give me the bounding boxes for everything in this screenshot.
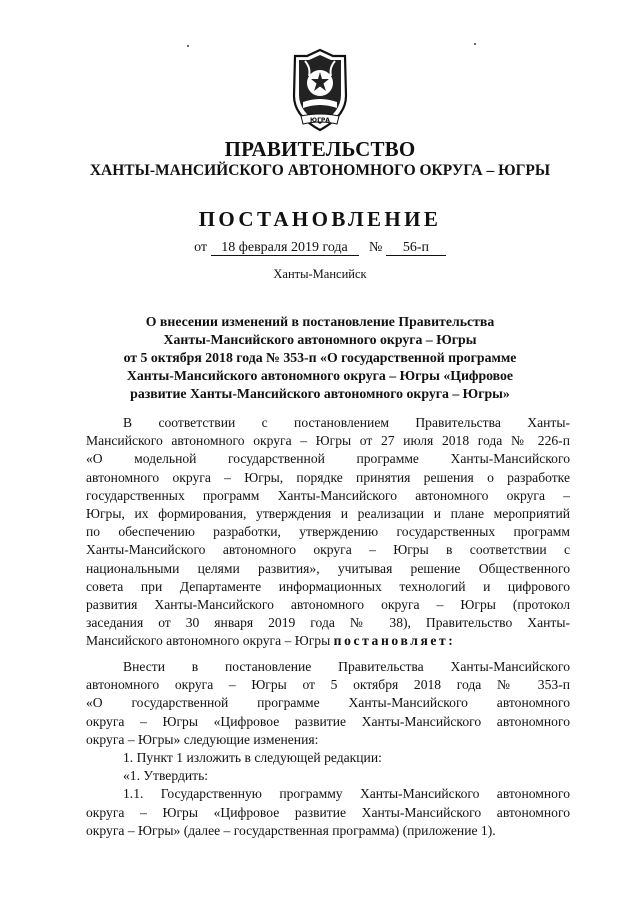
scan-speck xyxy=(187,45,189,47)
city: Ханты-Мансийск xyxy=(273,267,367,281)
item-1-1-line: округа – Югры «Цифровое развитие Ханты-Мансийского автономного xyxy=(86,804,570,820)
text-line: Внести в постановление Правительства Ханты-Мансийского xyxy=(123,659,570,674)
item-1-quote: «1. Утвердить: xyxy=(123,768,209,784)
item-1: 1. Пункт 1 изложить в следующей редакции: xyxy=(123,749,382,765)
text-line-final xyxy=(86,632,570,650)
document-subject xyxy=(80,313,560,403)
subject-line: от 5 октября 2018 года № 353-п «О государственной программе xyxy=(123,350,517,365)
coat-of-arms-icon xyxy=(289,46,351,134)
date-prefix: от xyxy=(194,240,208,255)
text-line: «О модельной государственной программе Ханты-Мансийского xyxy=(86,451,570,467)
date-number-line xyxy=(0,240,640,256)
subject-line: Ханты-Мансийского автономного округа – Югры «Цифровое xyxy=(126,368,514,383)
text-line: заседания от 30 января 2019 года № 38), Правительство Ханты- xyxy=(86,615,570,631)
text-line: автономного округа – Югры от 5 октября 2018 года № 353-п xyxy=(86,677,570,693)
text-line: совета при Департаменте информационных технологий и цифрового xyxy=(86,578,570,594)
text-line: Ханты-Мансийского автономного округа – Югры в соответствии с xyxy=(86,542,570,558)
document-type: ПОСТАНОВЛЕНИЕ xyxy=(198,207,442,231)
subject-line: развитие Ханты-Мансийского автономного округа – Югры» xyxy=(130,386,510,401)
text-line: развития Ханты-Мансийского автономного округа – Югры (протокол xyxy=(86,596,570,612)
subject-line: Ханты-Мансийского автономного округа – Югры xyxy=(163,332,477,347)
text-line: национальными целями развития», учитывая решение Общественного xyxy=(86,560,570,576)
number-prefix: № xyxy=(369,240,383,255)
item-1-1-line: округа – Югры» (далее – государственная программа) (приложение 1). xyxy=(86,822,496,838)
text-line: В соответствии с постановлением Правительства Ханты- xyxy=(123,415,570,430)
region-title: ХАНТЫ-МАНСИЙСКОГО АВТОНОМНОГО ОКРУГА – ЮГРЫ xyxy=(89,162,551,179)
text-line: «О государственной программе Ханты-Мансийского автономного xyxy=(86,695,570,711)
document-number: 56-п xyxy=(386,240,446,256)
government-title: ПРАВИТЕЛЬСТВО xyxy=(224,137,416,161)
emblem-caption: ЮГРА xyxy=(310,117,330,124)
text-line: автономного округа – Югры, порядке принятия решения о разработке xyxy=(86,469,570,485)
text-line: Югры, их формирования, утверждения и реализации и плане мероприятий xyxy=(86,505,570,521)
document-date: 18 февраля 2019 года xyxy=(211,240,359,256)
text-line: по обеспечению разработки, утверждению государственных программ xyxy=(86,524,570,540)
preamble-paragraph xyxy=(86,414,570,650)
text-line: округа – Югры» следующие изменения: xyxy=(86,731,319,747)
scan-speck xyxy=(474,43,476,45)
text-line: Мансийского автономного округа – Югры xyxy=(86,633,331,649)
amendments-paragraph xyxy=(86,658,570,840)
text-line: государственных программ Ханты-Мансийского автономного округа – xyxy=(86,487,570,503)
text-line: Мансийского автономного округа – Югры от 27 июля 2018 года № 226-п xyxy=(86,433,570,449)
decree-word: постановляет: xyxy=(333,633,456,649)
text-line: округа – Югры «Цифровое развитие Ханты-Мансийского автономного xyxy=(86,713,570,729)
subject-line: О внесении изменений в постановление Правительства xyxy=(145,314,495,329)
item-1-1-line: 1.1. Государственную программу Ханты-Мансийского автономного xyxy=(123,786,570,802)
